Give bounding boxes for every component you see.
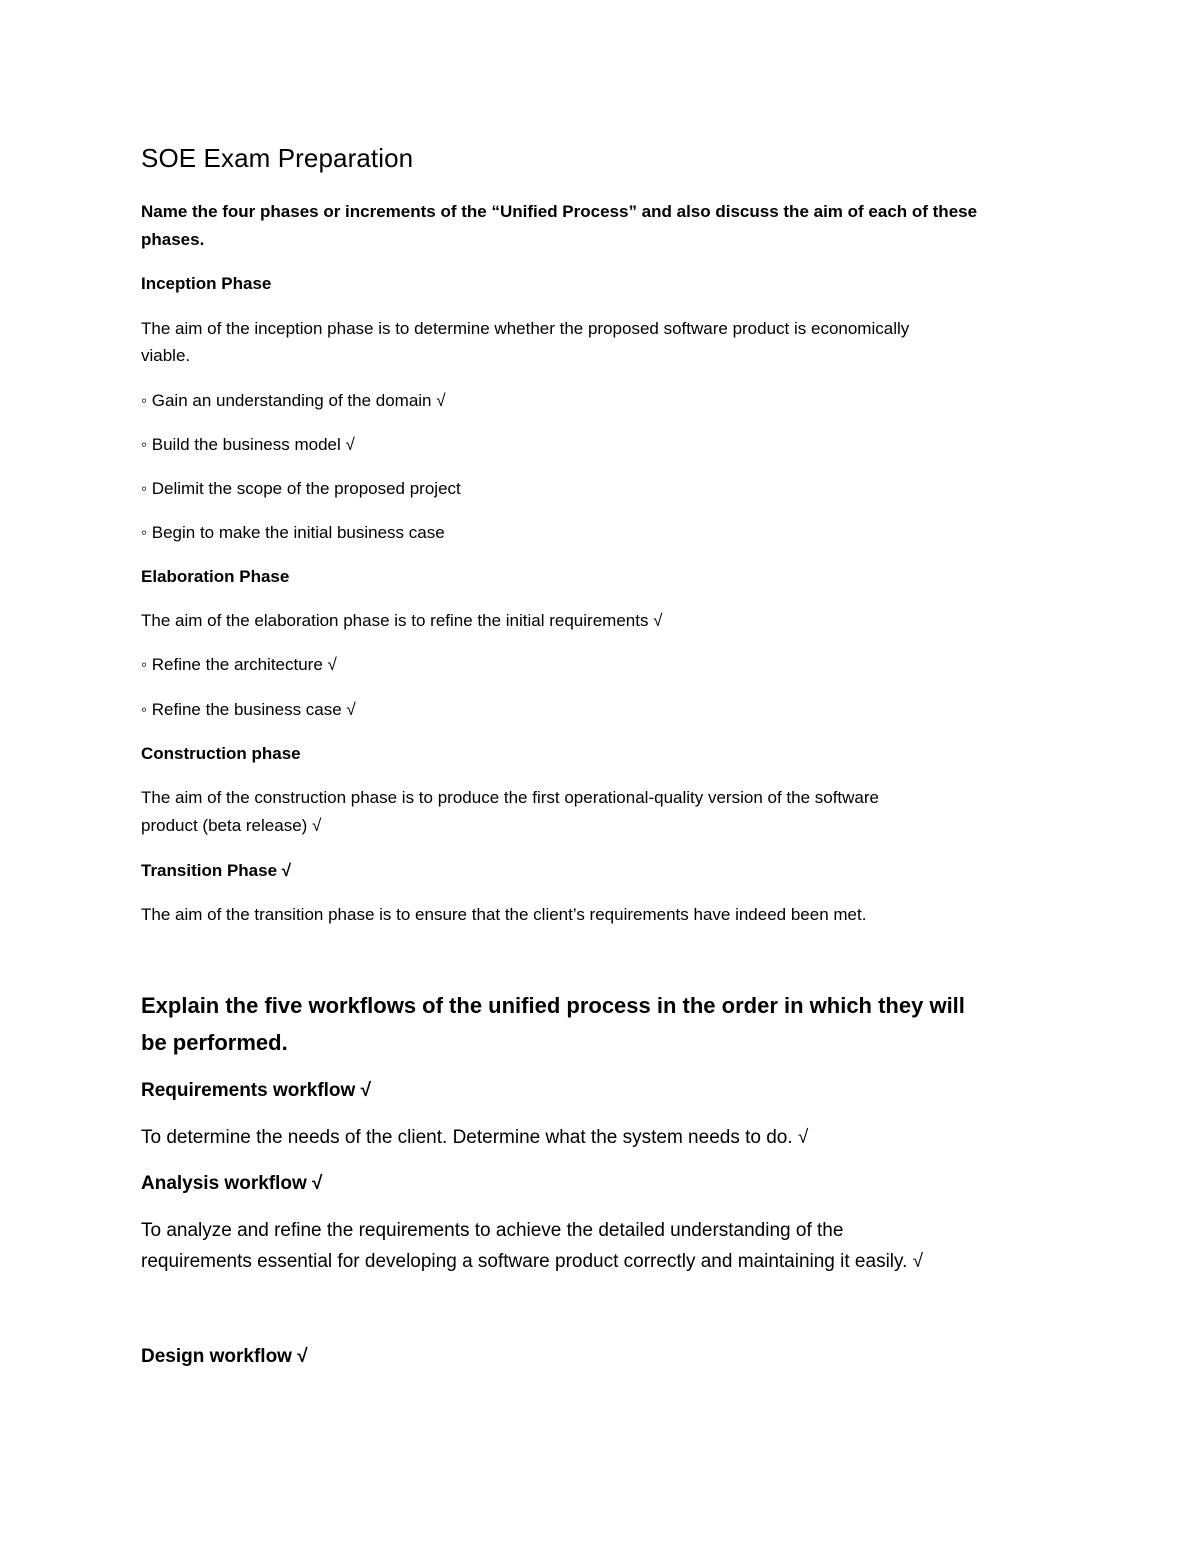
analysis-text-line-2: requirements essential for developing a software product correctly and maintaining it easily. √: [141, 1251, 924, 1272]
requirements-heading: Requirements workflow √: [141, 1080, 372, 1101]
question-1-line-2: phases.: [141, 230, 205, 249]
page-title: SOE Exam Preparation: [141, 143, 414, 173]
inception-aim-line-1: The aim of the inception phase is to determine whether the proposed software product is economically: [141, 319, 910, 338]
construction-aim-line-1: The aim of the construction phase is to produce the first operational-quality version of the software: [141, 788, 880, 807]
inception-bullet: ◦ Build the business model √: [141, 435, 355, 454]
construction-aim-line-2: product (beta release) √: [141, 816, 322, 835]
analysis-text-line-1: To analyze and refine the requirements to achieve the detailed understanding of the: [141, 1220, 844, 1241]
question-2-line-1: Explain the five workflows of the unified process in the order in which they will: [141, 993, 965, 1018]
inception-bullet: ◦ Delimit the scope of the proposed project: [141, 479, 461, 498]
elaboration-heading: Elaboration Phase: [141, 567, 290, 586]
transition-aim: The aim of the transition phase is to ensure that the client’s requirements have indeed been met.: [141, 905, 867, 924]
design-heading: Design workflow √: [141, 1346, 308, 1367]
elaboration-bullet: ◦ Refine the business case √: [141, 700, 356, 719]
requirements-text: To determine the needs of the client. Determine what the system needs to do. √: [141, 1127, 809, 1148]
analysis-heading: Analysis workflow √: [141, 1173, 323, 1194]
construction-heading: Construction phase: [141, 744, 301, 763]
question-2-line-2: be performed.: [141, 1030, 288, 1055]
inception-bullet: ◦ Begin to make the initial business case: [141, 523, 445, 542]
elaboration-bullet: ◦ Refine the architecture √: [141, 655, 337, 674]
elaboration-aim: The aim of the elaboration phase is to refine the initial requirements √: [141, 611, 663, 630]
inception-heading: Inception Phase: [141, 274, 272, 293]
inception-bullet: ◦ Gain an understanding of the domain √: [141, 391, 446, 410]
transition-heading: Transition Phase √: [141, 861, 292, 880]
question-1-line-1: Name the four phases or increments of the “Unified Process” and also discuss the aim of each of these: [141, 202, 978, 221]
inception-aim-line-2: viable.: [141, 346, 191, 365]
